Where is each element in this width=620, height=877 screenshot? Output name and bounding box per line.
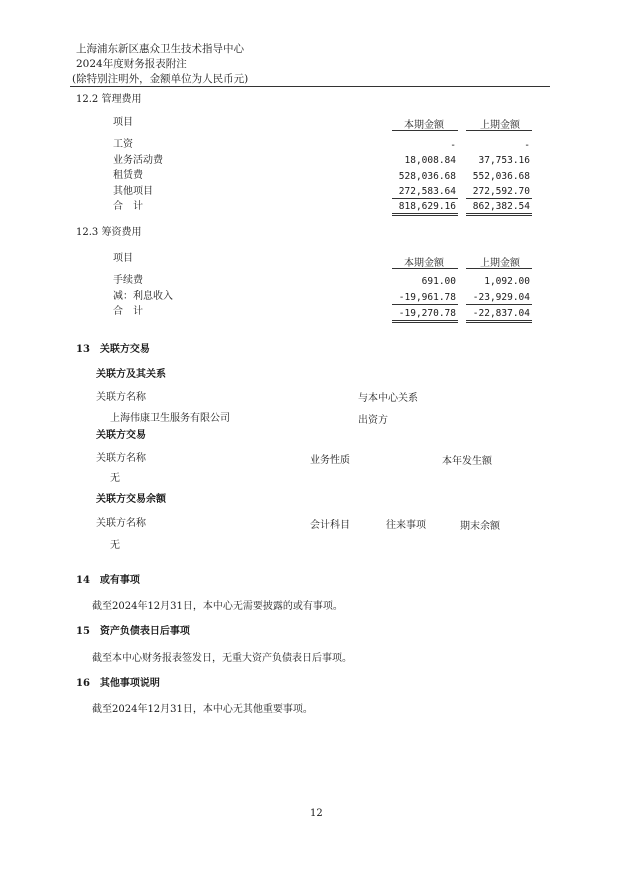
mgmt-row-label: 业务活动费 <box>113 155 163 166</box>
mgmt-header-rule-current <box>392 130 458 131</box>
finance-subtotal-rule-prior <box>466 304 532 305</box>
mgmt-col-current: 本期金额 <box>404 120 444 131</box>
related-bal-none: 无 <box>110 540 120 551</box>
mgmt-total-double-rule <box>392 215 458 216</box>
finance-header-rule-prior <box>466 268 532 269</box>
finance-row-label: 减：利息收入 <box>113 291 173 302</box>
mgmt-row-current: - <box>450 140 456 151</box>
related-tx-col-nature: 业务性质 <box>310 455 350 466</box>
contingent-text: 截至2024年12月31日，本中心无需要披露的或有事项。 <box>92 601 343 612</box>
mgmt-row-label: 租赁费 <box>113 170 143 181</box>
finance-total-current: -19,270.78 <box>398 308 456 319</box>
mgmt-total-double-rule <box>392 213 458 214</box>
related-bal-col-account: 会计科目 <box>310 520 350 531</box>
mgmt-row-label: 工资 <box>113 139 133 150</box>
mgmt-row-prior: 552,036.68 <box>472 171 530 182</box>
mgmt-section-title: 12.2 管理费用 <box>76 94 142 105</box>
mgmt-total-double-rule <box>466 213 532 214</box>
related-party-relation: 出资方 <box>358 415 388 426</box>
finance-total-prior: -22,837.04 <box>472 308 530 319</box>
related-tx-col-amount: 本年发生额 <box>442 456 492 467</box>
mgmt-header-rule-prior <box>466 130 532 131</box>
mgmt-total-double-rule <box>466 215 532 216</box>
finance-row-label: 手续费 <box>113 275 143 286</box>
finance-col-prior: 上期金额 <box>480 258 520 269</box>
mgmt-row-current: 528,036.68 <box>398 171 456 182</box>
mgmt-row-prior: 37,753.16 <box>478 155 530 166</box>
other-text: 截至2024年12月31日，本中心无其他重要事项。 <box>92 704 313 715</box>
subsequent-title: 15 资产负债表日后事项 <box>76 626 190 637</box>
related-col-party: 关联方名称 <box>96 392 146 403</box>
related-tx-none: 无 <box>110 473 120 484</box>
finance-total-label: 合 计 <box>113 306 143 317</box>
mgmt-col-item: 项目 <box>113 117 133 128</box>
subsequent-text: 截至本中心财务报表签发日，无重大资产负债表日后事项。 <box>92 653 352 664</box>
finance-subtotal-rule-current <box>392 304 458 305</box>
finance-total-double-rule <box>392 320 458 321</box>
mgmt-col-prior: 上期金额 <box>480 120 520 131</box>
finance-col-current: 本期金额 <box>404 258 444 269</box>
finance-total-double-rule <box>466 322 532 323</box>
finance-section-title: 12.3 筹资费用 <box>76 227 142 238</box>
mgmt-total-prior: 862,382.54 <box>472 201 530 212</box>
related-party-name: 上海伟康卫生服务有限公司 <box>110 413 230 424</box>
mgmt-row-prior: 272,592.70 <box>472 186 530 197</box>
report-title: 2024年度财务报表附注 <box>76 58 187 70</box>
mgmt-row-prior: - <box>524 140 530 151</box>
mgmt-total-current: 818,629.16 <box>398 201 456 212</box>
org-name: 上海浦东新区惠众卫生技术指导中心 <box>76 43 244 55</box>
finance-header-rule-current <box>392 268 458 269</box>
contingent-title: 14 或有事项 <box>76 575 140 586</box>
finance-row-prior: -23,929.04 <box>472 292 530 303</box>
other-title: 16 其他事项说明 <box>76 678 160 689</box>
mgmt-subtotal-rule-current <box>392 198 458 199</box>
mgmt-row-current: 272,583.64 <box>398 186 456 197</box>
related-bal-col-item: 往来事项 <box>386 520 426 531</box>
related-balance-title: 关联方交易余额 <box>96 494 166 505</box>
related-tx-col-party: 关联方名称 <box>96 453 146 464</box>
finance-col-item: 项目 <box>113 253 133 264</box>
mgmt-subtotal-rule-prior <box>466 198 532 199</box>
related-tx-title: 关联方交易 <box>96 430 146 441</box>
finance-row-current: 691.00 <box>421 276 456 287</box>
unit-note: (除特别注明外，金额单位为人民币元) <box>72 73 249 85</box>
related-col-relation: 与本中心关系 <box>358 393 418 404</box>
mgmt-row-label: 其他项目 <box>113 186 153 197</box>
header-rule <box>70 86 550 87</box>
page-number: 12 <box>310 808 323 819</box>
finance-total-double-rule <box>392 322 458 323</box>
finance-total-double-rule <box>466 320 532 321</box>
related-section-title: 13 关联方交易 <box>76 344 150 355</box>
mgmt-total-label: 合 计 <box>113 201 143 212</box>
finance-row-current: -19,961.78 <box>398 292 456 303</box>
finance-row-prior: 1,092.00 <box>484 276 530 287</box>
related-bal-col-balance: 期末余额 <box>460 521 500 532</box>
related-bal-col-party: 关联方名称 <box>96 518 146 529</box>
mgmt-row-current: 18,008.84 <box>404 155 456 166</box>
related-parties-title: 关联方及其关系 <box>96 369 166 380</box>
